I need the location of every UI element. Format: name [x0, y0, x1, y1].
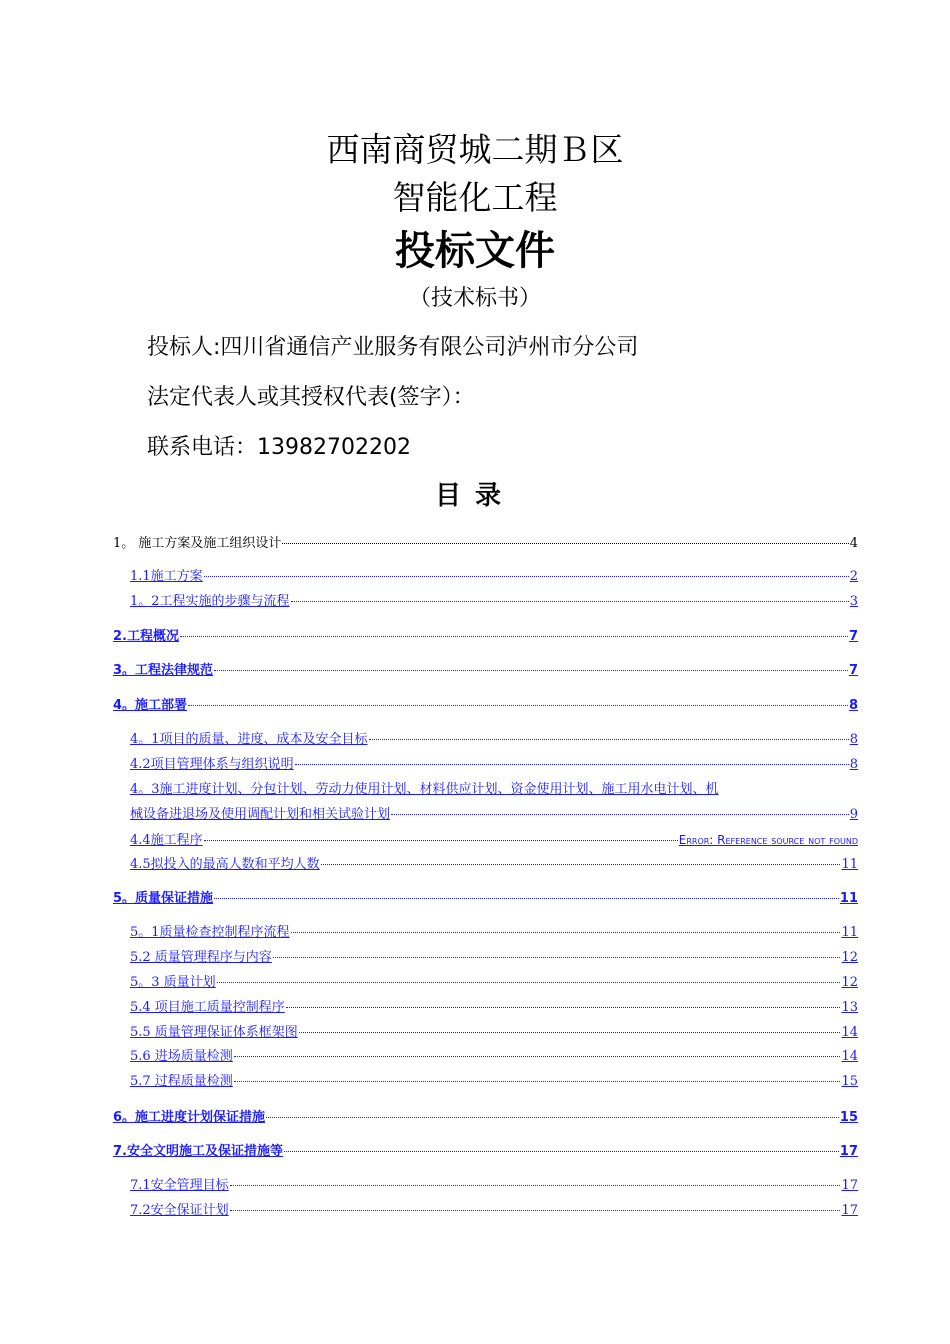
toc-entry[interactable] — [130, 730, 858, 750]
toc-entry-text: 5.6 进场质量检测 — [130, 1049, 233, 1064]
toc-leader-dots — [391, 814, 849, 815]
bidder-line: 投标人:四川省通信产业服务有限公司泸州市分公司 — [147, 335, 639, 360]
toc-entry-page: 3 — [849, 594, 858, 609]
toc-entry-page: 12 — [841, 975, 858, 990]
toc-entry-text: 械设备进退场及使用调配计划和相关试验计划 — [130, 807, 391, 822]
toc-entry-page: 8 — [848, 698, 858, 713]
toc-entry[interactable] — [130, 948, 858, 968]
document-title-line1: 西南商贸城二期Ｂ区 — [326, 130, 624, 169]
toc-entry[interactable] — [130, 923, 858, 943]
toc-entry-text: 1。 施工方案及施工组织设计 — [113, 536, 282, 551]
toc-entry[interactable] — [113, 661, 858, 681]
toc-entry-text: 5.5 质量管理保证体系框架图 — [130, 1025, 298, 1040]
toc-entry-page: 17 — [841, 1178, 858, 1193]
toc-entry[interactable] — [113, 627, 858, 647]
toc-entry[interactable] — [113, 534, 858, 554]
toc-entry-text: 4。施工部署 — [113, 698, 188, 713]
toc-leader-dots — [299, 1032, 841, 1033]
toc-entry-text: 2.工程概况 — [113, 629, 179, 644]
toc-leader-dots — [291, 601, 849, 602]
toc-entry-text: 5。3 质量计划 — [130, 975, 216, 990]
toc-entry-page: 15 — [839, 1110, 858, 1125]
toc-entry-page: 2 — [849, 569, 858, 584]
toc-entry-text: 7.1安全管理目标 — [130, 1178, 229, 1193]
toc-entry-text: 7.安全文明施工及保证措施等 — [113, 1144, 283, 1159]
toc-entry-text: 1。2工程实施的步骤与流程 — [130, 594, 290, 609]
document-subtitle: （技术标书） — [408, 286, 541, 311]
toc-entry-text: 5。质量保证措施 — [113, 891, 214, 906]
toc-entry-text: 4.5拟投入的最高人数和平均人数 — [130, 857, 320, 872]
toc-entry-text: 5.2 质量管理程序与内容 — [130, 950, 272, 965]
document-title-line2: 智能化工程 — [392, 178, 558, 217]
toc-entry-text: 4。1项目的质量、进度、成本及安全目标 — [130, 732, 368, 747]
toc-entry[interactable] — [130, 1176, 858, 1196]
toc-entry[interactable] — [113, 1108, 858, 1128]
toc-heading: 目录 — [434, 481, 515, 511]
toc-entry-multiline[interactable] — [130, 777, 858, 802]
toc-entry-text: 6。施工进度计划保证措施 — [113, 1110, 266, 1125]
toc-leader-dots — [234, 1081, 841, 1082]
toc-entry-page: 7 — [848, 629, 858, 644]
toc-leader-dots — [286, 1007, 841, 1008]
toc-entry-page: 4 — [849, 536, 858, 551]
toc-entry[interactable] — [130, 973, 858, 993]
toc-entry-page: 15 — [841, 1074, 858, 1089]
toc-leader-dots — [369, 739, 849, 740]
toc-entry-text: 4.4施工程序 — [130, 833, 203, 848]
toc-entry[interactable] — [130, 1201, 858, 1221]
toc-entry-text: 5。1质量检查控制程序流程 — [130, 925, 290, 940]
toc-entry[interactable] — [130, 592, 858, 612]
toc-leader-dots — [230, 1185, 841, 1186]
toc-entry-page: 9 — [849, 807, 858, 822]
toc-entry[interactable] — [130, 998, 858, 1018]
document-title-line3: 投标文件 — [395, 227, 555, 274]
toc-entry-text: 5.4 项目施工质量控制程序 — [130, 1000, 285, 1015]
toc-entry[interactable] — [113, 889, 858, 909]
toc-entry-page: 14 — [841, 1049, 858, 1064]
toc-leader-dots — [214, 670, 848, 671]
toc-entry-page: 8 — [849, 732, 858, 747]
toc-entry[interactable] — [130, 1072, 858, 1092]
toc-entry-page: 8 — [849, 757, 858, 772]
toc-entry-page: 12 — [841, 950, 858, 965]
toc-leader-dots — [273, 957, 841, 958]
toc-entry[interactable] — [113, 696, 858, 716]
toc-leader-dots — [214, 898, 839, 899]
toc-entry-page: 11 — [841, 857, 858, 872]
toc-leader-dots — [217, 982, 841, 983]
toc-leader-dots — [321, 864, 841, 865]
toc-entry-page: 17 — [839, 1144, 858, 1159]
toc-entry-text: 7.2安全保证计划 — [130, 1203, 229, 1218]
toc-entry[interactable] — [130, 755, 858, 775]
toc-leader-dots — [266, 1117, 839, 1118]
toc-leader-dots — [234, 1056, 841, 1057]
toc-leader-dots — [284, 1151, 839, 1152]
toc-entry-page: 14 — [841, 1025, 858, 1040]
toc-entry-page: 11 — [841, 925, 858, 940]
toc-entry[interactable] — [130, 1047, 858, 1067]
toc-entry-text: 3。工程法律规范 — [113, 663, 214, 678]
toc-entry-text: 5.7 过程质量检测 — [130, 1074, 233, 1089]
toc-entry-text: 1.1施工方案 — [130, 569, 203, 584]
toc-entry-text: 4.2项目管理体系与组织说明 — [130, 757, 294, 772]
toc-entry[interactable] — [130, 567, 858, 587]
toc-entry[interactable] — [130, 855, 858, 875]
toc-leader-dots — [180, 636, 848, 637]
toc-entry[interactable] — [130, 805, 858, 825]
phone-line: 联系电话：13982702202 — [147, 435, 411, 460]
toc-leader-dots — [204, 576, 849, 577]
toc-entry-page: 7 — [848, 663, 858, 678]
toc-entry[interactable] — [130, 830, 858, 851]
toc-entry[interactable] — [113, 1142, 858, 1162]
toc-leader-dots — [291, 932, 841, 933]
toc-leader-dots — [230, 1210, 841, 1211]
toc-entry-text-line1: 4。3施工进度计划、分包计划、劳动力使用计划、材料供应计划、资金使用计划、施工用水电计划、机 — [130, 782, 719, 797]
toc-leader-dots — [282, 543, 848, 544]
toc-leader-dots — [204, 840, 678, 841]
toc-entry-page: 17 — [841, 1203, 858, 1218]
toc-leader-dots — [188, 705, 848, 706]
toc-entry-page: 11 — [839, 891, 858, 906]
toc-entry-page-error: Error: Reference source not found — [678, 833, 858, 847]
toc-entry[interactable] — [130, 1023, 858, 1043]
toc-leader-dots — [295, 764, 849, 765]
toc-entry-page: 13 — [841, 1000, 858, 1015]
representative-line: 法定代表人或其授权代表(签字）： — [147, 385, 475, 410]
